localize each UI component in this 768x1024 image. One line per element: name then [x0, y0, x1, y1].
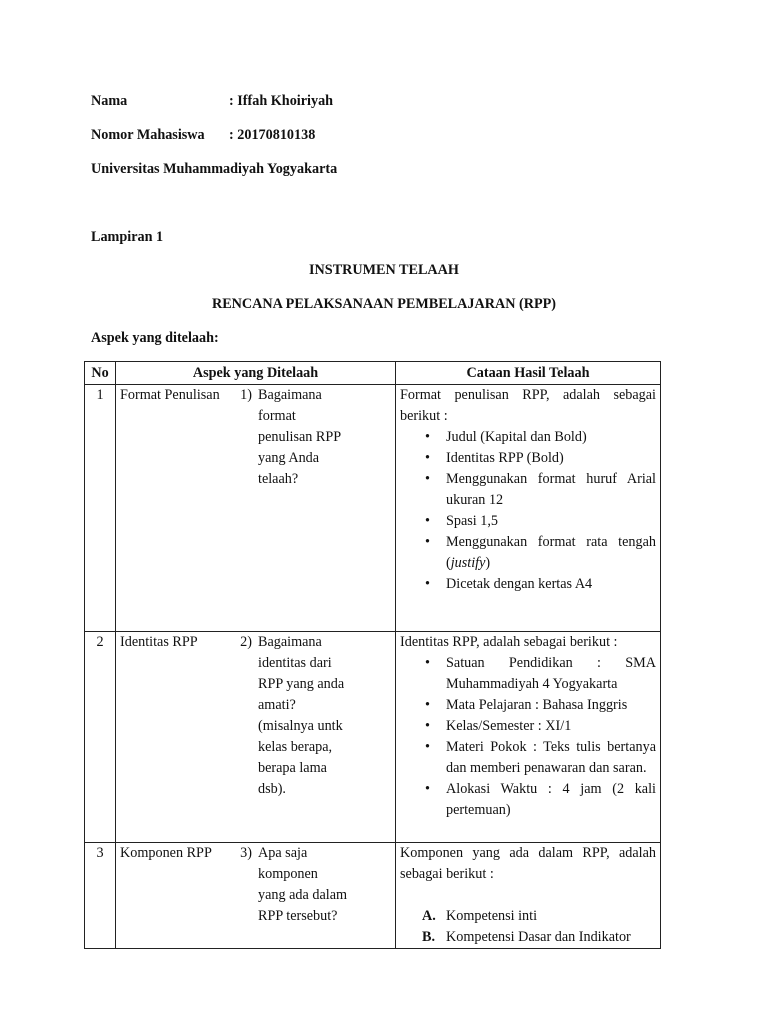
list-item-text-end: ) — [485, 555, 491, 571]
nama-line — [91, 91, 333, 112]
list-item: • Menggunakan format huruf Arial ukuran 12 — [446, 469, 656, 511]
aspek-question — [228, 632, 348, 800]
table-row — [85, 632, 661, 843]
aspek-cell — [116, 632, 396, 843]
aspek-cell — [116, 843, 396, 949]
header-no: No — [85, 362, 116, 385]
header-aspek: Aspek yang Ditelaah — [116, 362, 396, 385]
question-text: Bagaimana format penulisan RPP yang Anda telaah? — [258, 387, 341, 487]
question-number: 3) — [240, 845, 252, 861]
list-item-text: Kompetensi inti — [446, 908, 538, 924]
question-number: 1) — [240, 387, 252, 403]
catatan-intro: Komponen yang ada dalam RPP, adalah sebagai berikut : — [400, 845, 656, 882]
table-header-row — [85, 362, 661, 385]
list-item: • Satuan Pendidikan : SMA Muhammadiyah 4 Yogyakarta — [446, 653, 656, 695]
question-text: Apa saja komponen yang ada dalam RPP tersebut? — [258, 845, 348, 924]
nim-line — [91, 125, 315, 146]
row-number: 3 — [85, 843, 116, 949]
document-title: INSTRUMEN TELAAH — [309, 262, 459, 278]
document-subtitle: RENCANA PELAKSANAAN PEMBELAJARAN (RPP) — [211, 296, 557, 312]
catatan-letter-list — [400, 906, 656, 948]
aspek-name: Komponen RPP — [120, 845, 212, 861]
list-item: • Dicetak dengan kertas A4 — [446, 574, 656, 595]
nim-value: : 20170810138 — [229, 127, 316, 143]
list-item: • Alokasi Waktu : 4 jam (2 kali pertemuan) — [446, 779, 656, 821]
lampiran-label: Lampiran 1 — [91, 229, 164, 245]
row-number: 2 — [85, 632, 116, 843]
catatan-cell — [396, 385, 661, 632]
nim-label: Nomor Mahasiswa — [91, 127, 205, 143]
catatan-bullet-list — [400, 653, 656, 821]
list-marker: B. — [422, 929, 436, 945]
university-line: Universitas Muhammadiyah Yogyakarta — [91, 161, 338, 177]
list-marker: A. — [422, 908, 436, 924]
question-number: 2) — [240, 634, 252, 650]
table-row — [85, 385, 661, 632]
list-item: • Judul (Kapital dan Bold) — [446, 427, 656, 448]
aspek-heading: Aspek yang ditelaah: — [91, 330, 219, 346]
header-catatan: Cataan Hasil Telaah — [396, 362, 661, 385]
catatan-intro: Identitas RPP, adalah sebagai berikut : — [400, 634, 618, 650]
nama-label: Nama — [91, 93, 128, 109]
list-item: • Kelas/Semester : XI/1 — [446, 716, 656, 737]
aspek-question — [228, 385, 348, 490]
list-item — [422, 927, 656, 948]
aspek-name: Identitas RPP — [120, 634, 198, 650]
question-text: Bagaimana identitas dari RPP yang anda amati? (misalnya untk kelas berapa, berapa lama dsb). — [258, 634, 345, 797]
list-item: • Identitas RPP (Bold) — [446, 448, 656, 469]
row-number: 1 — [85, 385, 116, 632]
table-row — [85, 843, 661, 949]
list-item: • Spasi 1,5 — [446, 511, 656, 532]
catatan-cell — [396, 843, 661, 949]
list-item — [422, 906, 656, 927]
catatan-intro: Format penulisan RPP, adalah sebagai berikut : — [400, 387, 656, 424]
catatan-cell — [396, 632, 661, 843]
telaah-table — [84, 361, 661, 949]
list-item-italic: justify — [450, 555, 486, 571]
catatan-bullet-list — [400, 427, 656, 595]
aspek-question — [228, 843, 348, 927]
list-item: • Mata Pelajaran : Bahasa Inggris — [446, 695, 656, 716]
list-item-text: Menggunakan format rata tengah ( — [446, 534, 656, 571]
list-item-text: Kompetensi Dasar dan Indikator — [446, 929, 631, 945]
aspek-cell — [116, 385, 396, 632]
nama-value: : Iffah Khoiriyah — [229, 93, 334, 109]
aspek-name: Format Penulisan — [120, 387, 220, 403]
list-item — [446, 532, 656, 574]
list-item: • Materi Pokok : Teks tulis bertanya dan memberi penawaran dan saran. — [446, 737, 656, 779]
